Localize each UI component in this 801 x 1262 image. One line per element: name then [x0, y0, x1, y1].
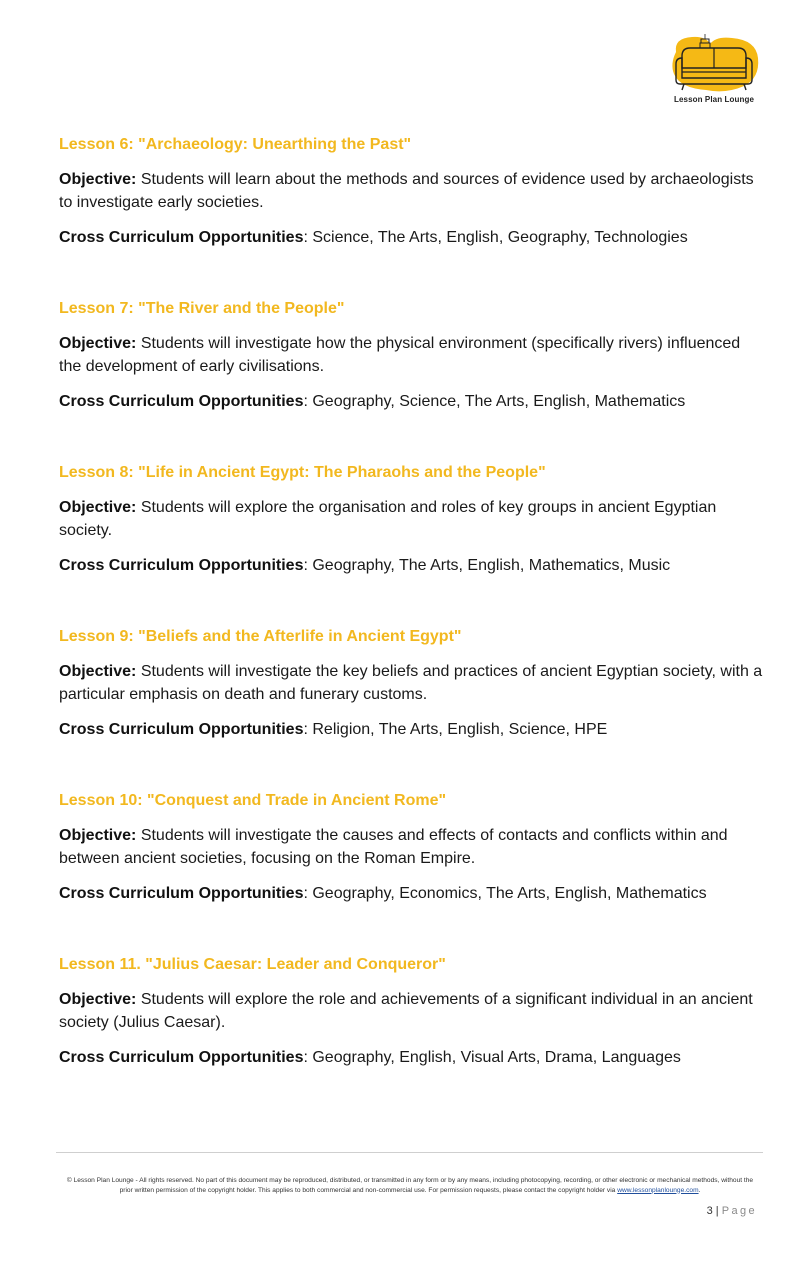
- page-number-value: 3: [706, 1205, 713, 1217]
- cross-curriculum-text: Geography, Economics, The Arts, English, Mathematics: [312, 885, 707, 902]
- website-link[interactable]: www.lessonplanlounge.com: [617, 1186, 699, 1194]
- objective-text: Students will investigate how the physical environment (specifically rivers) influenced the development of early civilisations.: [59, 335, 741, 375]
- page-number: [707, 1205, 757, 1217]
- lesson-7: [59, 298, 764, 462]
- cross-curriculum-text: Geography, Science, The Arts, English, Mathematics: [312, 393, 686, 410]
- objective-label: Objective:: [59, 499, 137, 516]
- cross-curriculum: Cross Curriculum Opportunities: Geography, The Arts, English, Mathematics, Music: [59, 557, 671, 574]
- objective-text: Students will explore the organisation and roles of key groups in ancient Egyptian society.: [59, 499, 717, 539]
- logo-text: Lesson Plan Lounge: [673, 95, 755, 104]
- objective-label: Objective:: [59, 991, 137, 1008]
- objective-text: Students will explore the role and achievements of a significant individual in an ancient society (Julius Caesar).: [59, 991, 753, 1031]
- copyright-text: © Lesson Plan Lounge - All rights reserved. No part of this document may be reproduced, distributed, or transmitted in any form or by any means, including photocopying, recording, or other electronic or mechanical methods, without the prior written permission of the copyright holder. This applies to both commercial and non-commercial use. For permission requests, please contact the copyright holder via: [66, 1177, 754, 1194]
- lesson-11: [59, 954, 764, 1118]
- cross-curriculum: Cross Curriculum Opportunities: Religion, The Arts, English, Science, HPE: [59, 721, 608, 738]
- objective-label: Objective:: [59, 335, 137, 352]
- cross-curriculum-label: Cross Curriculum Opportunities: [59, 721, 304, 738]
- lesson-objective: [59, 332, 764, 378]
- cross-curriculum: Cross Curriculum Opportunities: Geography, Economics, The Arts, English, Mathematics: [59, 885, 707, 902]
- cross-curriculum-text: Science, The Arts, English, Geography, Technologies: [312, 229, 688, 246]
- lesson-title: Lesson 7: "The River and the People": [59, 300, 345, 317]
- cross-curriculum: Cross Curriculum Opportunities: Science, The Arts, English, Geography, Technologies: [59, 229, 688, 246]
- cross-curriculum-label: Cross Curriculum Opportunities: [59, 393, 304, 410]
- objective-text: Students will investigate the key beliefs and practices of ancient Egyptian society, with a particular emphasis on death and funerary customs.: [59, 663, 763, 703]
- cross-curriculum-label: Cross Curriculum Opportunities: [59, 557, 304, 574]
- lesson-10: [59, 790, 764, 954]
- lesson-objective: [59, 988, 764, 1034]
- lesson-title: Lesson 10: "Conquest and Trade in Ancient Rome": [59, 792, 447, 809]
- lesson-objective: [59, 660, 764, 706]
- objective-label: Objective:: [59, 663, 137, 680]
- lesson-plan-lounge-logo: [666, 34, 762, 108]
- cross-curriculum-label: Cross Curriculum Opportunities: [59, 885, 304, 902]
- sofa-icon: [666, 34, 762, 94]
- cross-curriculum: Cross Curriculum Opportunities: Geography, Science, The Arts, English, Mathematics: [59, 393, 686, 410]
- objective-label: Objective:: [59, 171, 137, 188]
- lesson-title: Lesson 6: "Archaeology: Unearthing the Past": [59, 136, 412, 153]
- cross-curriculum-label: Cross Curriculum Opportunities: [59, 229, 304, 246]
- lesson-objective: [59, 168, 764, 214]
- lesson-objective: [59, 496, 764, 542]
- lesson-title: Lesson 8: "Life in Ancient Egypt: The Pharaohs and the People": [59, 464, 546, 481]
- cross-curriculum-text: Geography, The Arts, English, Mathematics, Music: [312, 557, 671, 574]
- footer-copyright: [62, 1176, 758, 1195]
- cross-curriculum-text: Religion, The Arts, English, Science, HPE: [312, 721, 608, 738]
- objective-text: Students will learn about the methods and sources of evidence used by archaeologists to investigate early societies.: [59, 171, 754, 211]
- objective-text: Students will investigate the causes and effects of contacts and conflicts within and between ancient societies, focusing on the Roman Empire.: [59, 827, 728, 867]
- lesson-objective: [59, 824, 764, 870]
- objective-label: Objective:: [59, 827, 137, 844]
- lesson-list: [59, 134, 764, 1118]
- lesson-9: [59, 626, 764, 790]
- lesson-title: Lesson 9: "Beliefs and the Afterlife in Ancient Egypt": [59, 628, 462, 645]
- cross-curriculum-label: Cross Curriculum Opportunities: [59, 1049, 304, 1066]
- page-separator: |: [715, 1205, 719, 1217]
- page-label: Page: [721, 1205, 757, 1217]
- link-suffix: .: [698, 1186, 701, 1194]
- lesson-title: Lesson 11. "Julius Caesar: Leader and Conqueror": [59, 956, 446, 973]
- lesson-6: [59, 134, 764, 298]
- cross-curriculum-text: Geography, English, Visual Arts, Drama, Languages: [312, 1049, 681, 1066]
- footer-divider: [56, 1152, 763, 1153]
- cross-curriculum: Cross Curriculum Opportunities: Geography, English, Visual Arts, Drama, Languages: [59, 1049, 681, 1066]
- lesson-8: [59, 462, 764, 626]
